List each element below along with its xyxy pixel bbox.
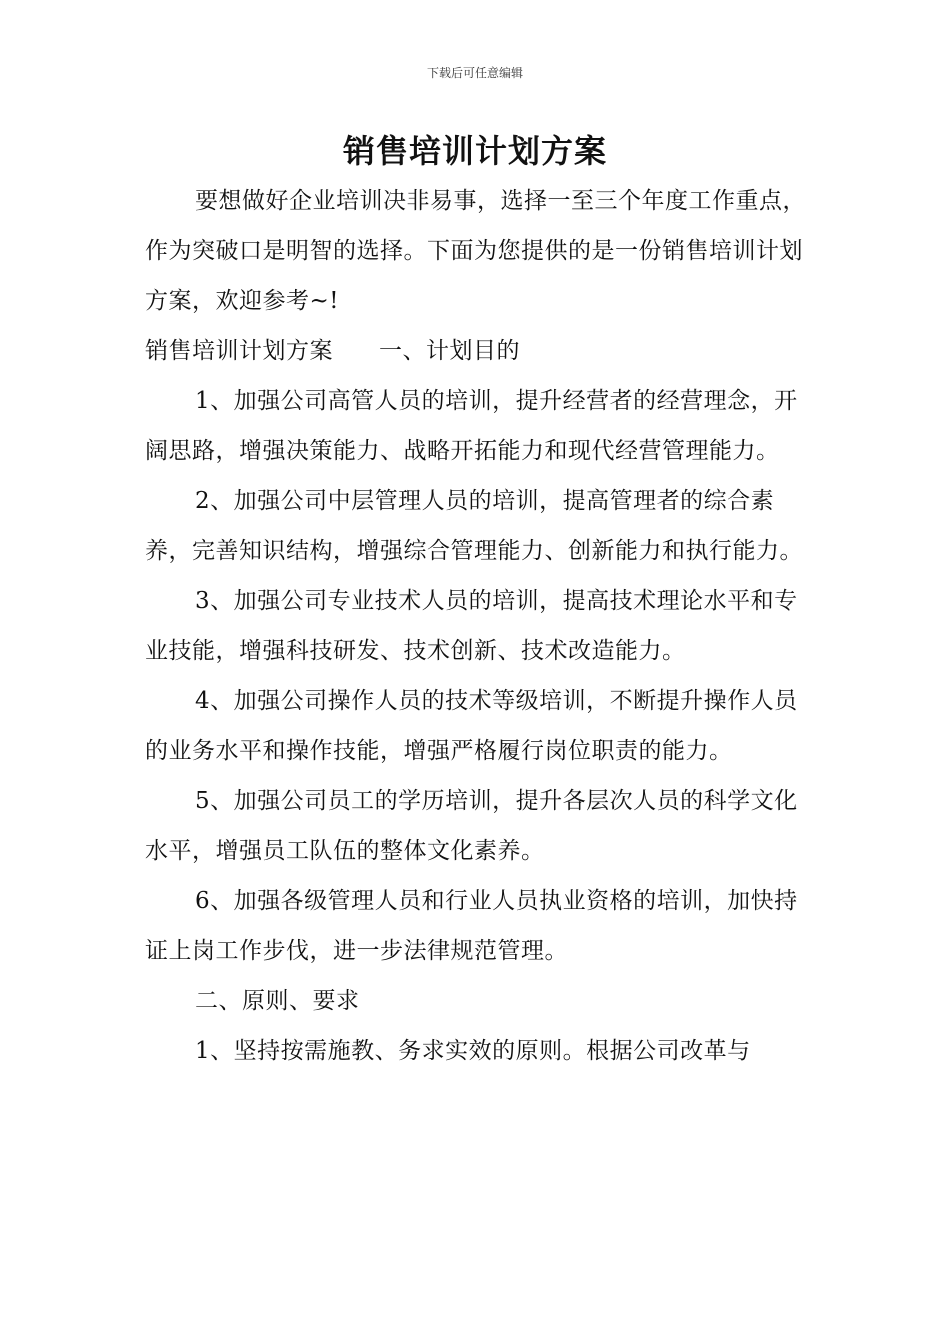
principle-paragraph: 1、坚持按需施教、务求实效的原则。根据公司改革与 xyxy=(195,1038,751,1064)
section-heading-principles: 二、原则、要求 xyxy=(195,988,360,1014)
goal-paragraph: 3、加强公司专业技术人员的培训，提高技术理论水平和专业技能，增强科技研发、技术创新、技术改造能力。 xyxy=(145,588,798,664)
section-line xyxy=(145,326,813,376)
goal-paragraph: 1、加强公司高管人员的培训，提升经营者的经营理念，开阔思路，增强决策能力、战略开拓能力和现代经营管理能力。 xyxy=(145,388,798,464)
document-title: 销售培训计划方案 xyxy=(342,132,607,170)
section-heading-goals: 一、计划目的 xyxy=(379,338,520,364)
intro-paragraph: 要想做好企业培训决非易事，选择一至三个年度工作重点， 作为突破口是明智的选择。下面为您提供的是一份销售培训计划方案，欢迎参考~! xyxy=(145,188,818,314)
document-body xyxy=(145,176,818,1076)
page-header-note: 下载后可任意编辑 xyxy=(426,66,523,80)
goal-paragraph: 2、加强公司中层管理人员的培训，提高管理者的综合素养，完善知识结构，增强综合管理能力、创新能力和执行能力。 xyxy=(145,488,803,564)
section-line-left: 销售培训计划方案 xyxy=(145,338,333,364)
goal-paragraph: 5、加强公司员工的学历培训，提升各层次人员的科学文化水平，增强员工队伍的整体文化素养。 xyxy=(145,788,798,864)
goal-paragraph: 6、加强各级管理人员和行业人员执业资格的培训，加快持证上岗工作步伐，进一步法律规范管理。 xyxy=(145,888,798,964)
goal-paragraph: 4、加强公司操作人员的技术等级培训，不断提升操作人员的业务水平和操作技能，增强严格履行岗位职责的能力。 xyxy=(145,688,798,764)
